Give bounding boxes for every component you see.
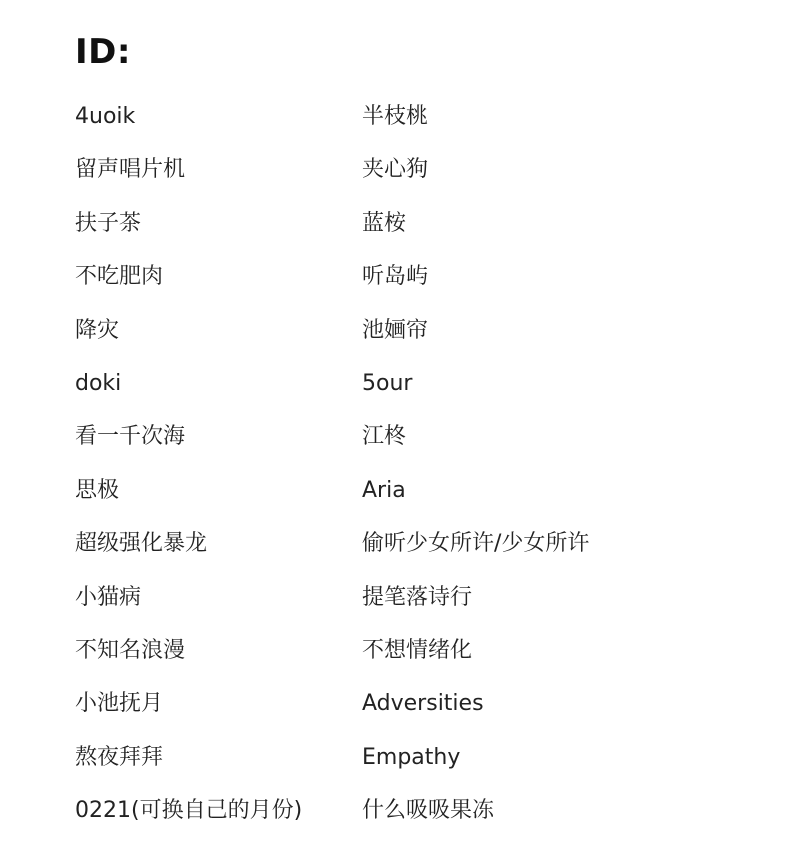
id-right: Empathy (362, 744, 461, 770)
list-item (0, 574, 800, 627)
id-right: Adversities (362, 691, 484, 717)
id-left: 留声唱片机 (75, 157, 186, 183)
list-item (0, 467, 800, 520)
list-item (0, 734, 800, 787)
id-left: doki (75, 370, 122, 396)
id-right: 不想情绪化 (362, 637, 473, 663)
id-left: 小猫病 (75, 584, 142, 610)
id-right: 听岛屿 (362, 264, 429, 290)
list-item (0, 413, 800, 466)
id-right: 提笔落诗行 (362, 584, 473, 610)
id-right: 偷听少女所许/少女所许 (362, 531, 590, 557)
list-item (0, 307, 800, 360)
id-right: 池婳帘 (362, 317, 429, 343)
list-item (0, 200, 800, 253)
id-left: 思极 (75, 477, 120, 503)
list-item (0, 627, 800, 680)
id-left: 看一千次海 (75, 424, 186, 450)
id-left: 降灾 (75, 317, 120, 343)
list-item (0, 787, 800, 840)
id-left: 熬夜拜拜 (75, 744, 164, 770)
id-right: 夹心狗 (362, 157, 429, 183)
id-left: 不知名浪漫 (75, 637, 186, 663)
id-right: 什么吸吸果冻 (362, 798, 495, 824)
list-item (0, 360, 800, 413)
id-left: 超级强化暴龙 (75, 531, 208, 557)
list-item (0, 520, 800, 573)
id-right: 江柊 (362, 424, 407, 450)
id-left: 小池抚月 (75, 691, 164, 717)
id-right: Aria (362, 477, 406, 503)
id-left: 4uoik (75, 104, 136, 129)
id-left: 扶子茶 (75, 210, 142, 236)
id-list (0, 93, 800, 840)
id-right: 半枝桃 (362, 104, 429, 129)
id-right: 5our (362, 370, 413, 396)
list-item (0, 253, 800, 306)
id-left: 0221(可换自己的月份) (75, 798, 303, 824)
page-title: ID: (75, 32, 131, 72)
list-item (0, 146, 800, 199)
list-item (0, 680, 800, 733)
id-right: 蓝桉 (362, 210, 407, 236)
list-item (0, 93, 800, 146)
id-left: 不吃肥肉 (75, 264, 164, 290)
